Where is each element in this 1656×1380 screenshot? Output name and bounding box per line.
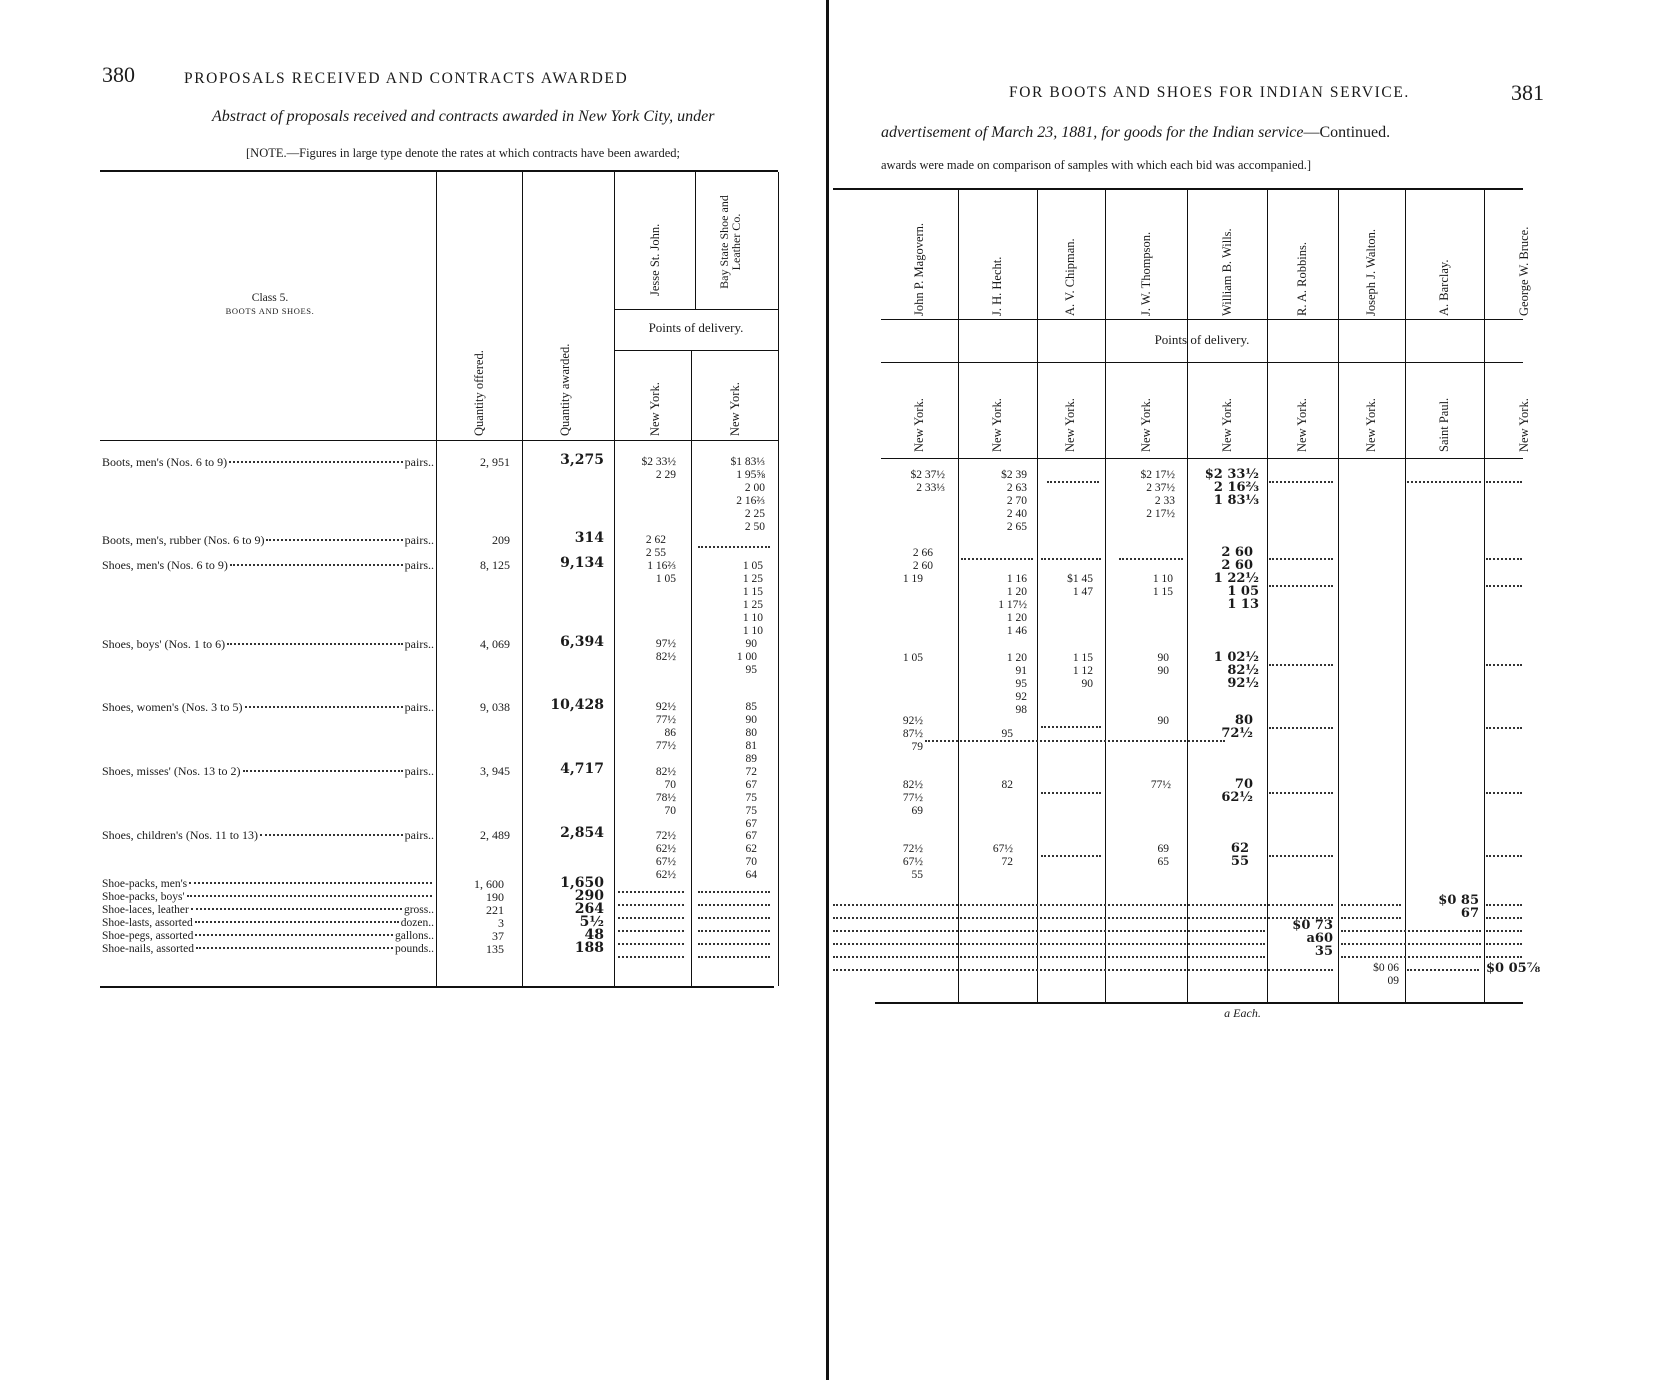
subheading-part: advertisement of March 23, 1881,: [881, 124, 1098, 141]
subheading-part: —Continued.: [1303, 124, 1391, 141]
bid-values-awarded: $2 33½ 2 16⅔ 1 83⅓: [1204, 467, 1259, 508]
bid-values: 72½ 62½ 67½ 62½: [655, 830, 676, 881]
bidder-header: A. Barclay.: [1437, 259, 1451, 316]
page-number-right: 381: [1511, 80, 1544, 105]
no-bid-dots: [1041, 726, 1101, 728]
col-divider: [691, 350, 692, 986]
no-bid-dots: [1486, 855, 1522, 857]
class-heading: [160, 292, 380, 316]
bid-values-awarded: 1 02½ 82½ 92½: [1213, 650, 1259, 691]
points-of-delivery-header: Points of delivery.: [1154, 332, 1250, 347]
delivery-header: New York.: [990, 398, 1004, 452]
delivery-header: New York.: [1139, 398, 1153, 452]
walton-bid: $0 06 09: [1373, 962, 1399, 987]
class-subtitle: BOOTS AND SHOES.: [225, 306, 315, 316]
no-bid-dots: [1269, 792, 1333, 794]
bidder-header: A. V. Chipman.: [1063, 238, 1077, 316]
bid-values: 1 05: [902, 652, 923, 664]
bid-values: 85 90 80 81 89: [745, 701, 757, 765]
item-name: Shoe-lasts, assorted: [102, 917, 193, 929]
no-bid-dots: [698, 917, 770, 919]
page-note-left: [NOTE.—Figures in large type denote the rates at which contracts have been awarded;: [246, 146, 680, 160]
left-page: [0, 0, 826, 1380]
bidder-header: J. H. Hecht.: [990, 256, 1004, 316]
bid-values: $2 17½ 2 37½ 2 33 2 17½: [1140, 469, 1175, 520]
quantity-awarded: 6,394: [560, 634, 604, 650]
row-label: [102, 533, 434, 547]
item-name: Shoe-pegs, assorted: [102, 930, 194, 942]
table-bottom-rule: [875, 1002, 1523, 1004]
bid-value-awarded: a60: [1306, 931, 1333, 946]
row-label: [102, 828, 434, 842]
bidder-header: Joseph J. Walton.: [1364, 229, 1378, 316]
no-bid-dots: [1407, 481, 1481, 483]
item-unit: pairs..: [404, 455, 434, 469]
delivery-header: New York.: [1364, 398, 1378, 452]
bidder-header: R. A. Robbins.: [1295, 242, 1309, 316]
bid-values: 72 67 75 75 67: [745, 766, 757, 830]
item-name: Shoes, boys' (Nos. 1 to 6): [102, 637, 226, 651]
quantity-awarded: 48: [584, 927, 604, 943]
quantity-offered: 221: [486, 903, 504, 917]
no-bid-dots: [1486, 664, 1522, 666]
quantity-awarded: 264: [574, 901, 604, 917]
bidder-header: J. W. Thompson.: [1139, 231, 1153, 316]
no-bid-dots: [698, 943, 770, 945]
table-header-rule: [881, 458, 1523, 459]
table-header-rule: [100, 440, 778, 441]
item-name: Shoe-packs, men's: [102, 878, 188, 890]
no-bid-dots: [698, 891, 770, 893]
no-bid-dots: [1269, 558, 1333, 560]
page-note-right: awards were made on comparison of samples with which each bid was accompanied.]: [881, 158, 1312, 172]
right-page: [829, 0, 1656, 1380]
quantity-offered: 190: [486, 890, 504, 904]
subheading-part: for goods for the Indian service: [1101, 124, 1304, 141]
bid-values: 92½ 77½ 86 77½: [655, 701, 676, 752]
bid-values-awarded: 1 22½ 1 05 1 13: [1213, 571, 1259, 612]
col-divider: [695, 172, 696, 310]
quantity-offered: 9, 038: [480, 700, 510, 714]
bid-values: 1 20 91 95 92 98: [1006, 652, 1027, 716]
col-header-quantity-offered: Quantity offered.: [472, 350, 486, 436]
quantity-offered: 8, 125: [480, 558, 510, 572]
item-unit: pairs..: [404, 637, 434, 651]
item-name: Shoe-nails, assorted: [102, 943, 194, 955]
quantity-offered: 209: [492, 533, 510, 547]
no-bid-dots: [1269, 585, 1333, 587]
bid-values: 2 62 2 55: [645, 534, 666, 559]
col-divider: [522, 172, 523, 986]
item-name: Shoes, women's (Nos. 3 to 5): [102, 700, 243, 714]
delivery-header: New York.: [1063, 398, 1077, 452]
quantity-offered: 3: [498, 916, 504, 930]
item-name: Shoe-laces, leather: [102, 904, 189, 916]
bidder-header: Jesse St. John.: [648, 223, 662, 296]
no-bid-dots: [1486, 481, 1522, 483]
bidder-header: John P. Magovern.: [912, 222, 926, 316]
bid-values-awarded: 80 72½: [1221, 713, 1253, 741]
no-bid-dots: [698, 904, 770, 906]
quantity-awarded: 3,275: [560, 452, 604, 468]
quantity-awarded: 314: [574, 530, 604, 546]
class-title: Class 5.: [251, 292, 289, 304]
row-label: [102, 455, 434, 469]
bidder-header: George W. Bruce.: [1517, 226, 1531, 316]
bid-values: $1 45 1 47: [1067, 573, 1093, 598]
bid-values: 1 16⅔ 1 05: [647, 560, 676, 585]
item-unit: pounds..: [395, 943, 434, 955]
row-label: [102, 637, 434, 651]
page-number-left: 380: [102, 62, 135, 87]
bid-values: 82½ 70 78½ 70: [655, 766, 676, 817]
no-bid-dots: [618, 956, 684, 958]
quantity-awarded: 10,428: [550, 697, 604, 713]
bid-values: 67½ 72: [992, 843, 1013, 868]
page-subheading-right: [881, 124, 1390, 142]
no-bid-dots: [1047, 481, 1099, 483]
bid-values: 82½ 77½ 69: [902, 779, 923, 817]
col-divider: [778, 172, 779, 986]
no-bid-dots: [618, 930, 684, 932]
quantity-offered: 1, 600: [474, 877, 504, 891]
no-bid-dots: [1269, 481, 1333, 483]
delivery-subheader-rule: [881, 362, 1523, 363]
row-label: [102, 930, 434, 943]
bid-values-awarded: 2 60 2 60: [1221, 545, 1253, 573]
no-bid-dots: [1041, 558, 1101, 560]
item-name: Shoes, children's (Nos. 11 to 13): [102, 828, 259, 842]
row-label: [102, 700, 434, 714]
quantity-awarded: 4,717: [560, 761, 604, 777]
bidder-header: Bay State Shoe and Leather Co.: [717, 195, 743, 289]
bid-values: 69 65: [1157, 843, 1169, 868]
no-bid-dots: [925, 740, 1225, 742]
no-bid-dots: [1119, 558, 1183, 560]
item-name: Boots, men's (Nos. 6 to 9): [102, 455, 228, 469]
item-name: Shoe-packs, boys': [102, 891, 185, 903]
delivery-header: New York.: [1220, 398, 1234, 452]
no-bid-dots: [1486, 792, 1522, 794]
delivery-header: New York.: [1517, 398, 1531, 452]
bid-values: 1 05 1 25 1 15 1 25 1 10 1 10: [742, 560, 763, 637]
delivery-header: New York.: [648, 382, 662, 436]
bid-values: 95: [1001, 728, 1013, 740]
no-bid-dots: [1041, 855, 1101, 857]
bid-values: 97½ 82½: [655, 638, 676, 663]
bid-value-awarded: $0 85: [1438, 893, 1479, 908]
bid-values: $2 39 2 63 2 70 2 40 2 65: [1001, 469, 1027, 533]
item-unit: pairs..: [404, 558, 434, 572]
quantity-awarded: 2,854: [560, 825, 604, 841]
points-of-delivery-header: Points of delivery.: [648, 320, 744, 335]
no-bid-dots: [698, 546, 770, 548]
quantity-offered: 2, 489: [480, 828, 510, 842]
no-bid-dots: [698, 930, 770, 932]
bidder-header: William B. Wills.: [1220, 228, 1234, 316]
item-unit: pairs..: [404, 533, 434, 547]
bid-values: 1 16 1 20 1 17½ 1 20 1 46: [998, 573, 1027, 637]
bruce-bid: $0 05⅞: [1486, 961, 1541, 976]
quantity-offered: 3, 945: [480, 764, 510, 778]
no-bid-dots: [618, 891, 684, 893]
item-name: Shoes, misses' (Nos. 13 to 2): [102, 764, 241, 778]
table-top-rule: [100, 170, 778, 172]
bid-values: 82: [1001, 779, 1013, 791]
bid-values: 90: [1157, 715, 1169, 727]
bid-values: 1 19: [902, 573, 923, 585]
no-bid-dots: [1486, 727, 1522, 729]
bid-values: 92½ 87½ 79: [902, 715, 923, 753]
item-name: Boots, men's, rubber (Nos. 6 to 9): [102, 533, 265, 547]
delivery-header: New York.: [912, 398, 926, 452]
row-label: [102, 917, 434, 930]
bid-values: 90 1 00 95: [736, 638, 757, 676]
item-unit: pairs..: [404, 764, 434, 778]
bidder-subheader-rule: [881, 319, 1523, 320]
item-unit: gross..: [403, 904, 434, 916]
quantity-awarded: 290: [574, 888, 604, 904]
bid-values: 1 10 1 15: [1152, 573, 1173, 598]
bid-value-awarded: 67: [1460, 906, 1479, 921]
item-name: Shoes, men's (Nos. 6 to 9): [102, 558, 228, 572]
bid-values: $2 33½ 2 29: [641, 456, 676, 481]
row-label: [102, 558, 434, 572]
row-label: [102, 764, 434, 778]
item-unit: dozen..: [400, 917, 434, 929]
no-bid-dots: [1269, 855, 1333, 857]
no-bid-dots: [618, 917, 684, 919]
item-unit: gallons..: [395, 930, 434, 942]
no-bid-dots: [1269, 664, 1333, 666]
quantity-offered: 2, 951: [480, 455, 510, 469]
quantity-offered: 4, 069: [480, 637, 510, 651]
no-bid-dots: [618, 943, 684, 945]
row-label: [102, 891, 434, 904]
no-bid-dots: [698, 956, 770, 958]
bidder-subheader-rule: [614, 309, 778, 310]
bid-values: 1 15 1 12 90: [1072, 652, 1093, 690]
delivery-subheader-rule: [614, 350, 778, 351]
page-heading-left: PROPOSALS RECEIVED AND CONTRACTS AWARDED: [184, 70, 629, 87]
page-subheading-left: Abstract of proposals received and contracts awarded in New York City, under: [212, 108, 715, 125]
table-bottom-rule: [100, 986, 774, 988]
bid-values: $1 83⅓ 1 95⅝ 2 00 2 16⅔ 2 25 2 50: [730, 456, 765, 533]
col-divider: [436, 172, 437, 986]
quantity-awarded: 9,134: [560, 555, 604, 571]
no-bid-dots: [1486, 585, 1522, 587]
footnote: a Each.: [1224, 1006, 1261, 1020]
no-bid-dots: [1486, 558, 1522, 560]
bid-values: $2 37½ 2 33⅓: [910, 469, 945, 494]
bid-values: 67 62 70 64: [745, 830, 757, 881]
bid-value-awarded: $0 73: [1292, 918, 1333, 933]
no-bid-dots: [1269, 727, 1333, 729]
quantity-awarded: 188: [574, 940, 604, 956]
no-bid-dots: [1041, 792, 1101, 794]
delivery-header: New York.: [1295, 398, 1309, 452]
delivery-header: New York.: [728, 382, 742, 436]
col-header-quantity-awarded: Quantity awarded.: [558, 343, 572, 436]
row-label: [102, 878, 434, 891]
quantity-awarded: 5½: [579, 914, 604, 930]
bid-values: 77½: [1150, 779, 1171, 791]
quantity-awarded: 1,650: [560, 875, 604, 891]
quantity-offered: 135: [486, 942, 504, 956]
page-heading-right: FOR BOOTS AND SHOES FOR INDIAN SERVICE.: [1009, 84, 1410, 101]
bid-values: 90 90: [1157, 652, 1169, 677]
bid-values: 2 66 2 60: [912, 547, 933, 572]
no-bid-dots: [618, 904, 684, 906]
no-bid-dots: [961, 558, 1033, 560]
bid-values-awarded: 62 55: [1230, 841, 1249, 869]
delivery-header: Saint Paul.: [1437, 397, 1451, 452]
quantity-offered: 37: [492, 929, 504, 943]
item-unit: pairs..: [404, 700, 434, 714]
col-divider: [614, 172, 615, 986]
bid-values-awarded: 70 62½: [1221, 777, 1253, 805]
bid-values: 72½ 67½ 55: [902, 843, 923, 881]
item-unit: pairs..: [404, 828, 434, 842]
bid-value-awarded: 35: [1314, 944, 1333, 959]
table-top-rule: [833, 188, 1523, 190]
row-label: [102, 943, 434, 956]
row-label: [102, 904, 434, 917]
